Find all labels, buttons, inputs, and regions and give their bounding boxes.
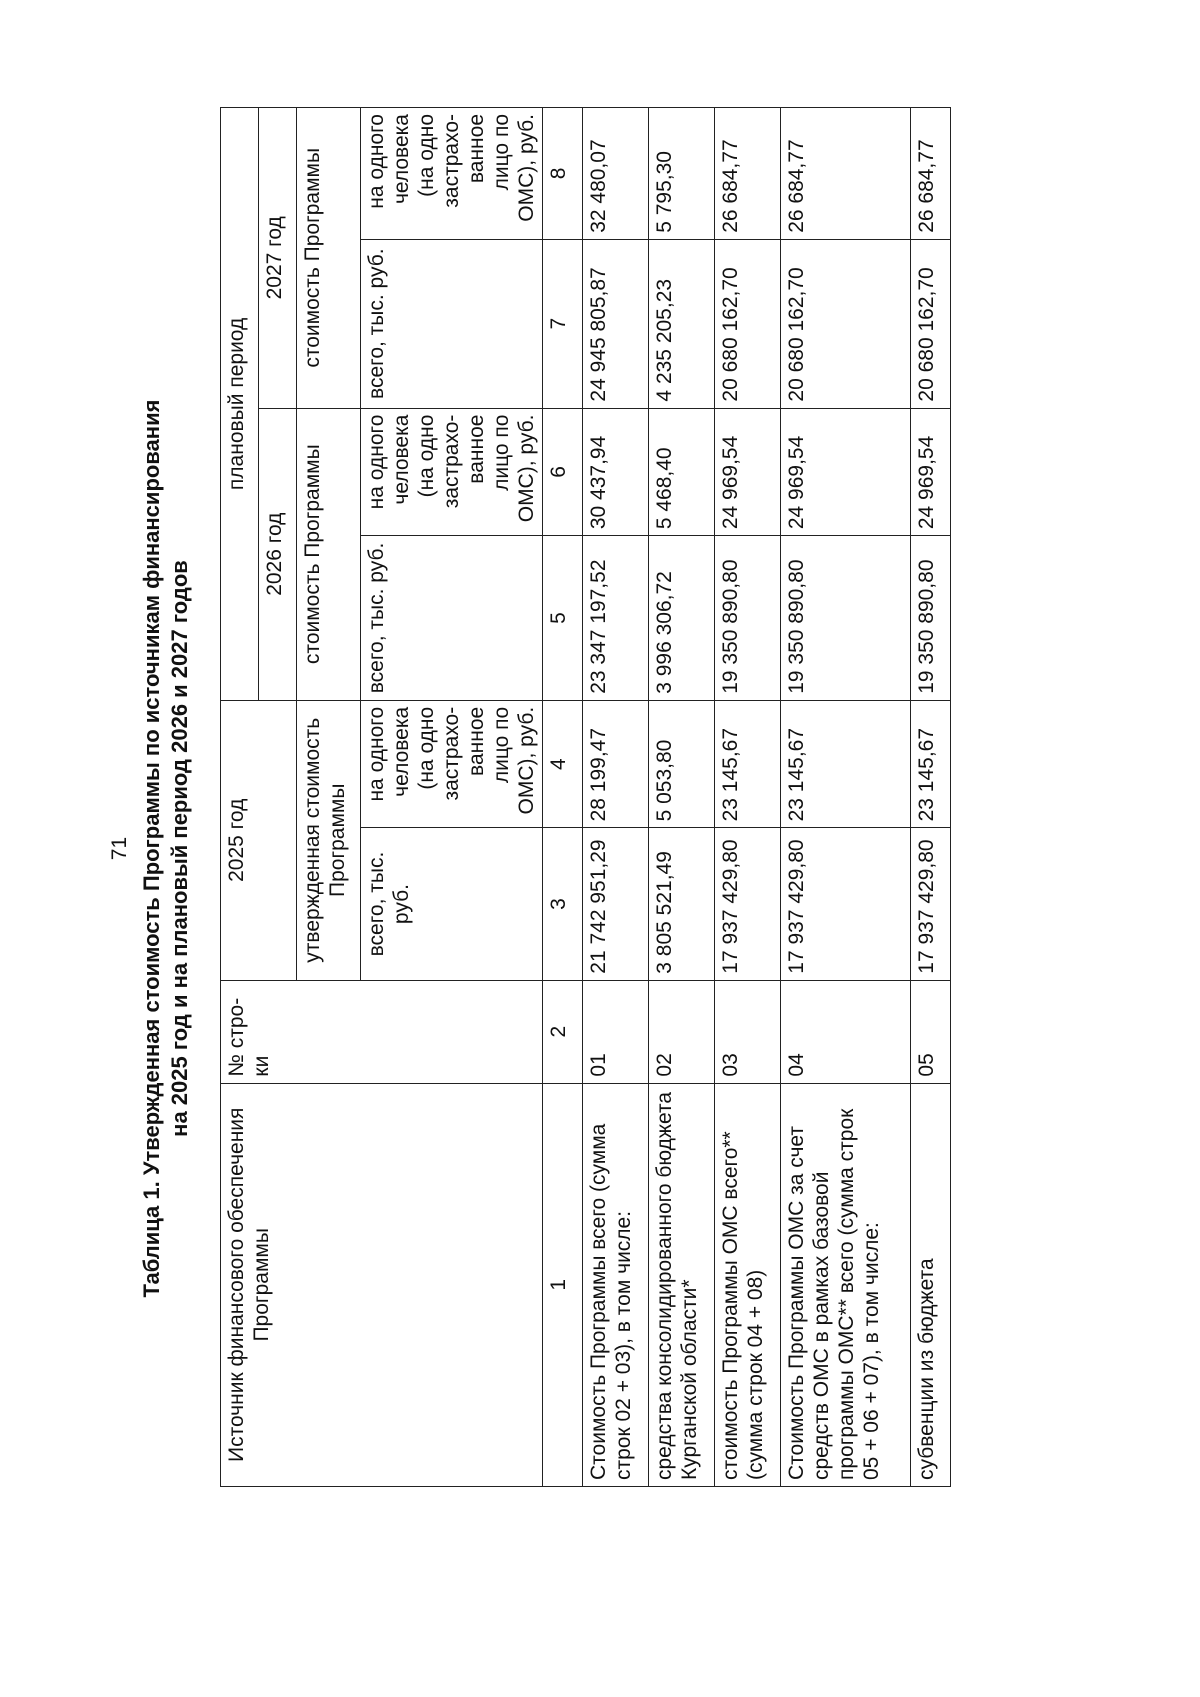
table-title-line-1: Таблица 1. Утвержденная стоимость Программы по источникам финансирования <box>139 399 164 1298</box>
table-row <box>649 108 715 1487</box>
header-cost-2027: стоимость Программы <box>297 108 361 409</box>
row-value: 17 937 429,80 <box>715 828 781 980</box>
row-value: 17 937 429,80 <box>911 828 951 980</box>
row-value: 5 468,40 <box>649 408 715 536</box>
row-value: 23 145,67 <box>911 700 951 828</box>
row-value: 19 350 890,80 <box>781 536 911 701</box>
header-per-person-2027: на одного человека (на одно застрахо-ванное лицо по ОМС), руб. <box>361 108 543 240</box>
row-value: 21 742 951,29 <box>583 828 649 980</box>
row-value: 3 805 521,49 <box>649 828 715 980</box>
table-row <box>781 108 911 1487</box>
header-approved-cost-2025: утвержденная стоимость Программы <box>297 700 361 980</box>
header-source: Источник финансового обеспечения Программы <box>221 1083 543 1486</box>
row-value: 19 350 890,80 <box>911 536 951 701</box>
row-value: 19 350 890,80 <box>715 536 781 701</box>
table-title <box>138 0 194 1697</box>
header-per-person-2026: на одного человека (на одно застрахо-ванное лицо по ОМС), руб. <box>361 408 543 536</box>
header-cost-2026: стоимость Программы <box>297 408 361 700</box>
row-label: Стоимость Программы ОМС за счет средств ОМС в рамках базовой программы ОМС** всего (сумма строк 05 + 06 + 07), в том числе: <box>781 1083 911 1486</box>
header-2026: 2026 год <box>259 408 297 700</box>
row-value: 24 969,54 <box>911 408 951 536</box>
row-value: 20 680 162,70 <box>911 239 951 408</box>
row-value: 4 235 205,23 <box>649 239 715 408</box>
page-number: 71 <box>108 836 131 861</box>
row-number: 05 <box>911 980 951 1083</box>
row-number: 02 <box>649 980 715 1083</box>
row-number: 04 <box>781 980 911 1083</box>
table-row <box>583 108 649 1487</box>
col-number-2: 2 <box>543 980 583 1083</box>
row-value: 24 969,54 <box>715 408 781 536</box>
row-label: Стоимость Программы всего (сумма строк 02 + 03), в том числе: <box>583 1083 649 1486</box>
financing-table <box>220 107 951 1487</box>
header-per-person-2025: на одного человека (на одно застрахо-ванное лицо по ОМС), руб. <box>361 700 543 828</box>
row-value: 24 945 805,87 <box>583 239 649 408</box>
row-label: стоимость Программы ОМС всего** (сумма строк 04 + 08) <box>715 1083 781 1486</box>
col-number-3: 3 <box>543 828 583 980</box>
col-number-6: 6 <box>543 408 583 536</box>
row-value: 32 480,07 <box>583 108 649 240</box>
col-number-1: 1 <box>543 1083 583 1486</box>
row-value: 24 969,54 <box>781 408 911 536</box>
header-planned-period: плановый период <box>221 108 259 701</box>
row-number: 01 <box>583 980 649 1083</box>
row-label: субвенции из бюджета <box>911 1083 951 1486</box>
table-row <box>911 108 951 1487</box>
row-value: 20 680 162,70 <box>781 239 911 408</box>
row-value: 28 199,47 <box>583 700 649 828</box>
header-total-2027: всего, тыс. руб. <box>361 239 543 408</box>
row-value: 20 680 162,70 <box>715 239 781 408</box>
col-number-8: 8 <box>543 108 583 240</box>
row-label: средства консолидированного бюджета Курганской области* <box>649 1083 715 1486</box>
col-number-5: 5 <box>543 536 583 701</box>
row-value: 3 996 306,72 <box>649 536 715 701</box>
header-total-2025: всего, тыс. руб. <box>361 828 543 980</box>
row-number: 03 <box>715 980 781 1083</box>
row-value: 23 347 197,52 <box>583 536 649 701</box>
table-row <box>715 108 781 1487</box>
row-value: 26 684,77 <box>911 108 951 240</box>
row-value: 30 437,94 <box>583 408 649 536</box>
row-value: 26 684,77 <box>715 108 781 240</box>
header-2025: 2025 год <box>221 700 297 980</box>
header-total-2026: всего, тыс. руб. <box>361 536 543 701</box>
row-value: 26 684,77 <box>781 108 911 240</box>
header-row-no: № стро-ки <box>221 980 543 1083</box>
header-2027: 2027 год <box>259 108 297 409</box>
col-number-7: 7 <box>543 239 583 408</box>
table-title-line-2: на 2025 год и на плановый период 2026 и 2027 годов <box>167 560 192 1137</box>
row-value: 17 937 429,80 <box>781 828 911 980</box>
row-value: 23 145,67 <box>781 700 911 828</box>
row-value: 5 053,80 <box>649 700 715 828</box>
row-value: 5 795,30 <box>649 108 715 240</box>
col-number-4: 4 <box>543 700 583 828</box>
row-value: 23 145,67 <box>715 700 781 828</box>
